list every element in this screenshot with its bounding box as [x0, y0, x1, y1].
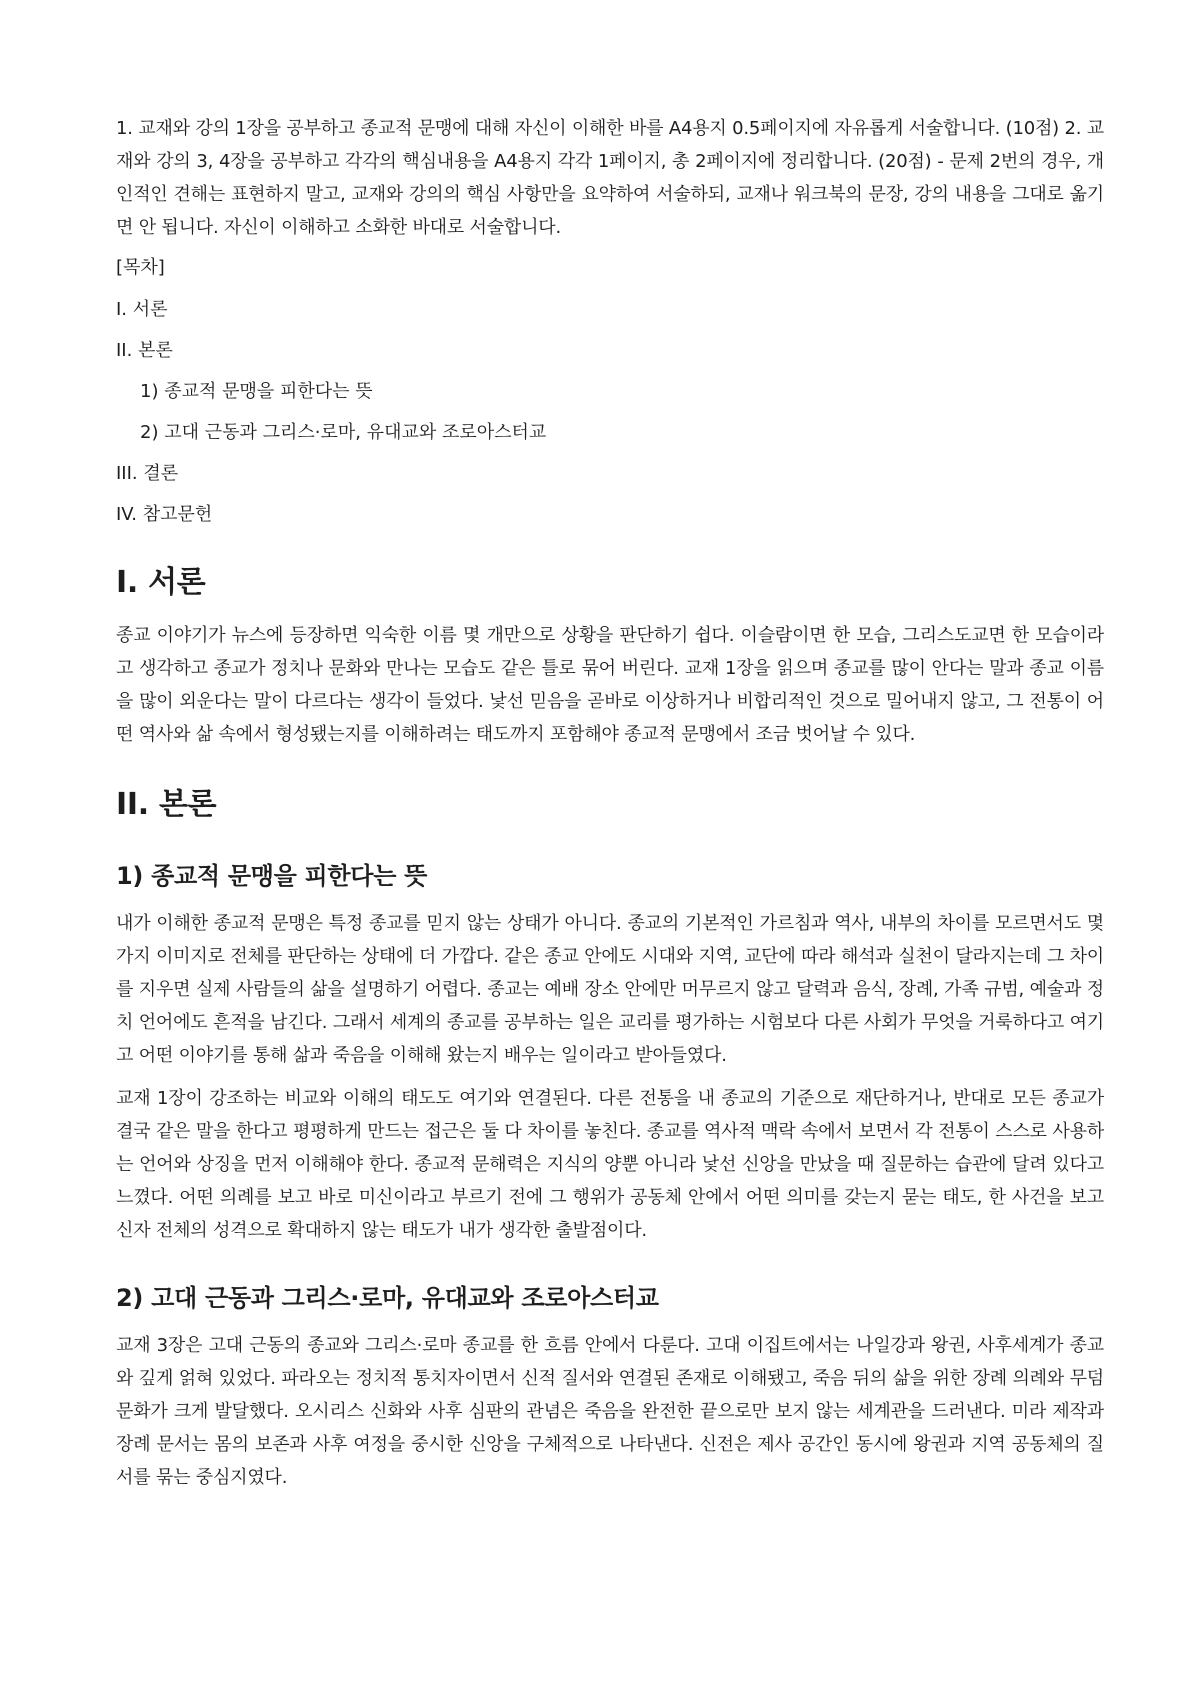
section-1-heading: 1) 종교적 문맹을 피한다는 뜻 [116, 862, 428, 890]
toc-item-introduction: I. 서론 [116, 299, 168, 320]
body-heading: II. 본론 [116, 787, 217, 822]
toc-item-body-section-2: 2) 고대 근동과 그리스·로마, 유대교와 조로아스터교 [140, 422, 547, 443]
toc-item-references: IV. 참고문헌 [116, 504, 213, 525]
toc-title: [목차] [116, 257, 165, 278]
toc-item-conclusion: III. 결론 [116, 463, 179, 484]
table-of-contents [116, 296, 1104, 529]
section-2-heading: 2) 고대 근동과 그리스·로마, 유대교와 조로아스터교 [116, 1284, 659, 1312]
assignment-instructions: 1. 교재와 강의 1장을 공부하고 종교적 문맹에 대해 자신이 이해한 바를 A4용지 0.5페이지에 자유롭게 서술합니다. (10점) 2. 교재와 강의 3, 4장을 공부하고 각각의 핵심내용을 A4용지 각각 1페이지, 총 2페이지에 정리합니다. (20점) - 문제 2번의 경우, 개인적인 견해는 표현하지 말고, 교재와 강의의 핵심 사항만을 요약하여 서술하되, 교재나 워크북의 문장, 강의 내용을 그대로 옮기면 안 됩니다. 자신이 이해하고 소화한 바대로 서술합니다. [116, 118, 1104, 238]
introduction-paragraph: 종교 이야기가 뉴스에 등장하면 익숙한 이름 몇 개만으로 상황을 판단하기 쉽다. 이슬람이면 한 모습, 그리스도교면 한 모습이라고 생각하고 종교가 정치나 문화와 만나는 모습도 같은 틀로 묶어 버린다. 교재 1장을 읽으며 종교를 많이 안다는 말과 종교 이름을 많이 외운다는 말이 다르다는 생각이 들었다. 낯선 믿음을 곧바로 이상하거나 비합리적인 것으로 밀어내지 않고, 그 전통이 어떤 역사와 삶 속에서 형성됐는지를 이해하려는 태도까지 포함해야 종교적 문맹에서 조금 벗어날 수 있다. [116, 625, 1104, 745]
toc-item-body: II. 본론 [116, 340, 173, 361]
introduction-heading: I. 서론 [116, 565, 206, 600]
section-1-paragraph: 교재 1장이 강조하는 비교와 이해의 태도도 여기와 연결된다. 다른 전통을 내 종교의 기준으로 재단하거나, 반대로 모든 종교가 결국 같은 말을 한다고 평평하게 만드는 접근은 둘 다 차이를 놓친다. 종교를 역사적 맥락 속에서 보면서 각 전통이 스스로 사용하는 언어와 상징을 먼저 이해해야 한다. 종교적 문해력은 지식의 양뿐 아니라 낯선 신앙을 만났을 때 질문하는 습관에 달려 있다고 느꼈다. 어떤 의례를 보고 바로 미신이라고 부르기 전에 그 행위가 공동체 안에서 어떤 의미를 갖는지 묻는 태도, 한 사건을 보고 신자 전체의 성격으로 확대하지 않는 태도가 내가 생각한 출발점이다. [116, 1088, 1104, 1241]
section-1-paragraph: 내가 이해한 종교적 문맹은 특정 종교를 믿지 않는 상태가 아니다. 종교의 기본적인 가르침과 역사, 내부의 차이를 모르면서도 몇 가지 이미지로 전체를 판단하는 상태에 더 가깝다. 같은 종교 안에도 시대와 지역, 교단에 따라 해석과 실천이 달라지는데 그 차이를 지우면 실제 사람들의 삶을 설명하기 어렵다. 종교는 예배 장소 안에만 머무르지 않고 달력과 음식, 장례, 가족 규범, 예술과 정치 언어에도 흔적을 남긴다. 그래서 세계의 종교를 공부하는 일은 교리를 평가하는 시험보다 다른 사회가 무엇을 거룩하다고 여기고 어떤 이야기를 통해 삶과 죽음을 이해해 왔는지 배우는 일이라고 받아들였다. [116, 913, 1104, 1066]
toc-item-body-section-1: 1) 종교적 문맹을 피한다는 뜻 [140, 381, 373, 402]
section-2-paragraph: 교재 3장은 고대 근동의 종교와 그리스·로마 종교를 한 흐름 안에서 다룬다. 고대 이집트에서는 나일강과 왕권, 사후세계가 종교와 깊게 얽혀 있었다. 파라오는 정치적 통치자이면서 신적 질서와 연결된 존재로 이해됐고, 죽음 뒤의 삶을 위한 장례 의례와 무덤 문화가 크게 발달했다. 오시리스 신화와 사후 심판의 관념은 죽음을 완전한 끝으로만 보지 않는 세계관을 드러낸다. 미라 제작과 장례 문서는 몸의 보존과 사후 여정을 중시한 신앙을 구체적으로 나타낸다. 신전은 제사 공간인 동시에 왕권과 지역 공동체의 질서를 묶는 중심지였다. [116, 1335, 1104, 1488]
